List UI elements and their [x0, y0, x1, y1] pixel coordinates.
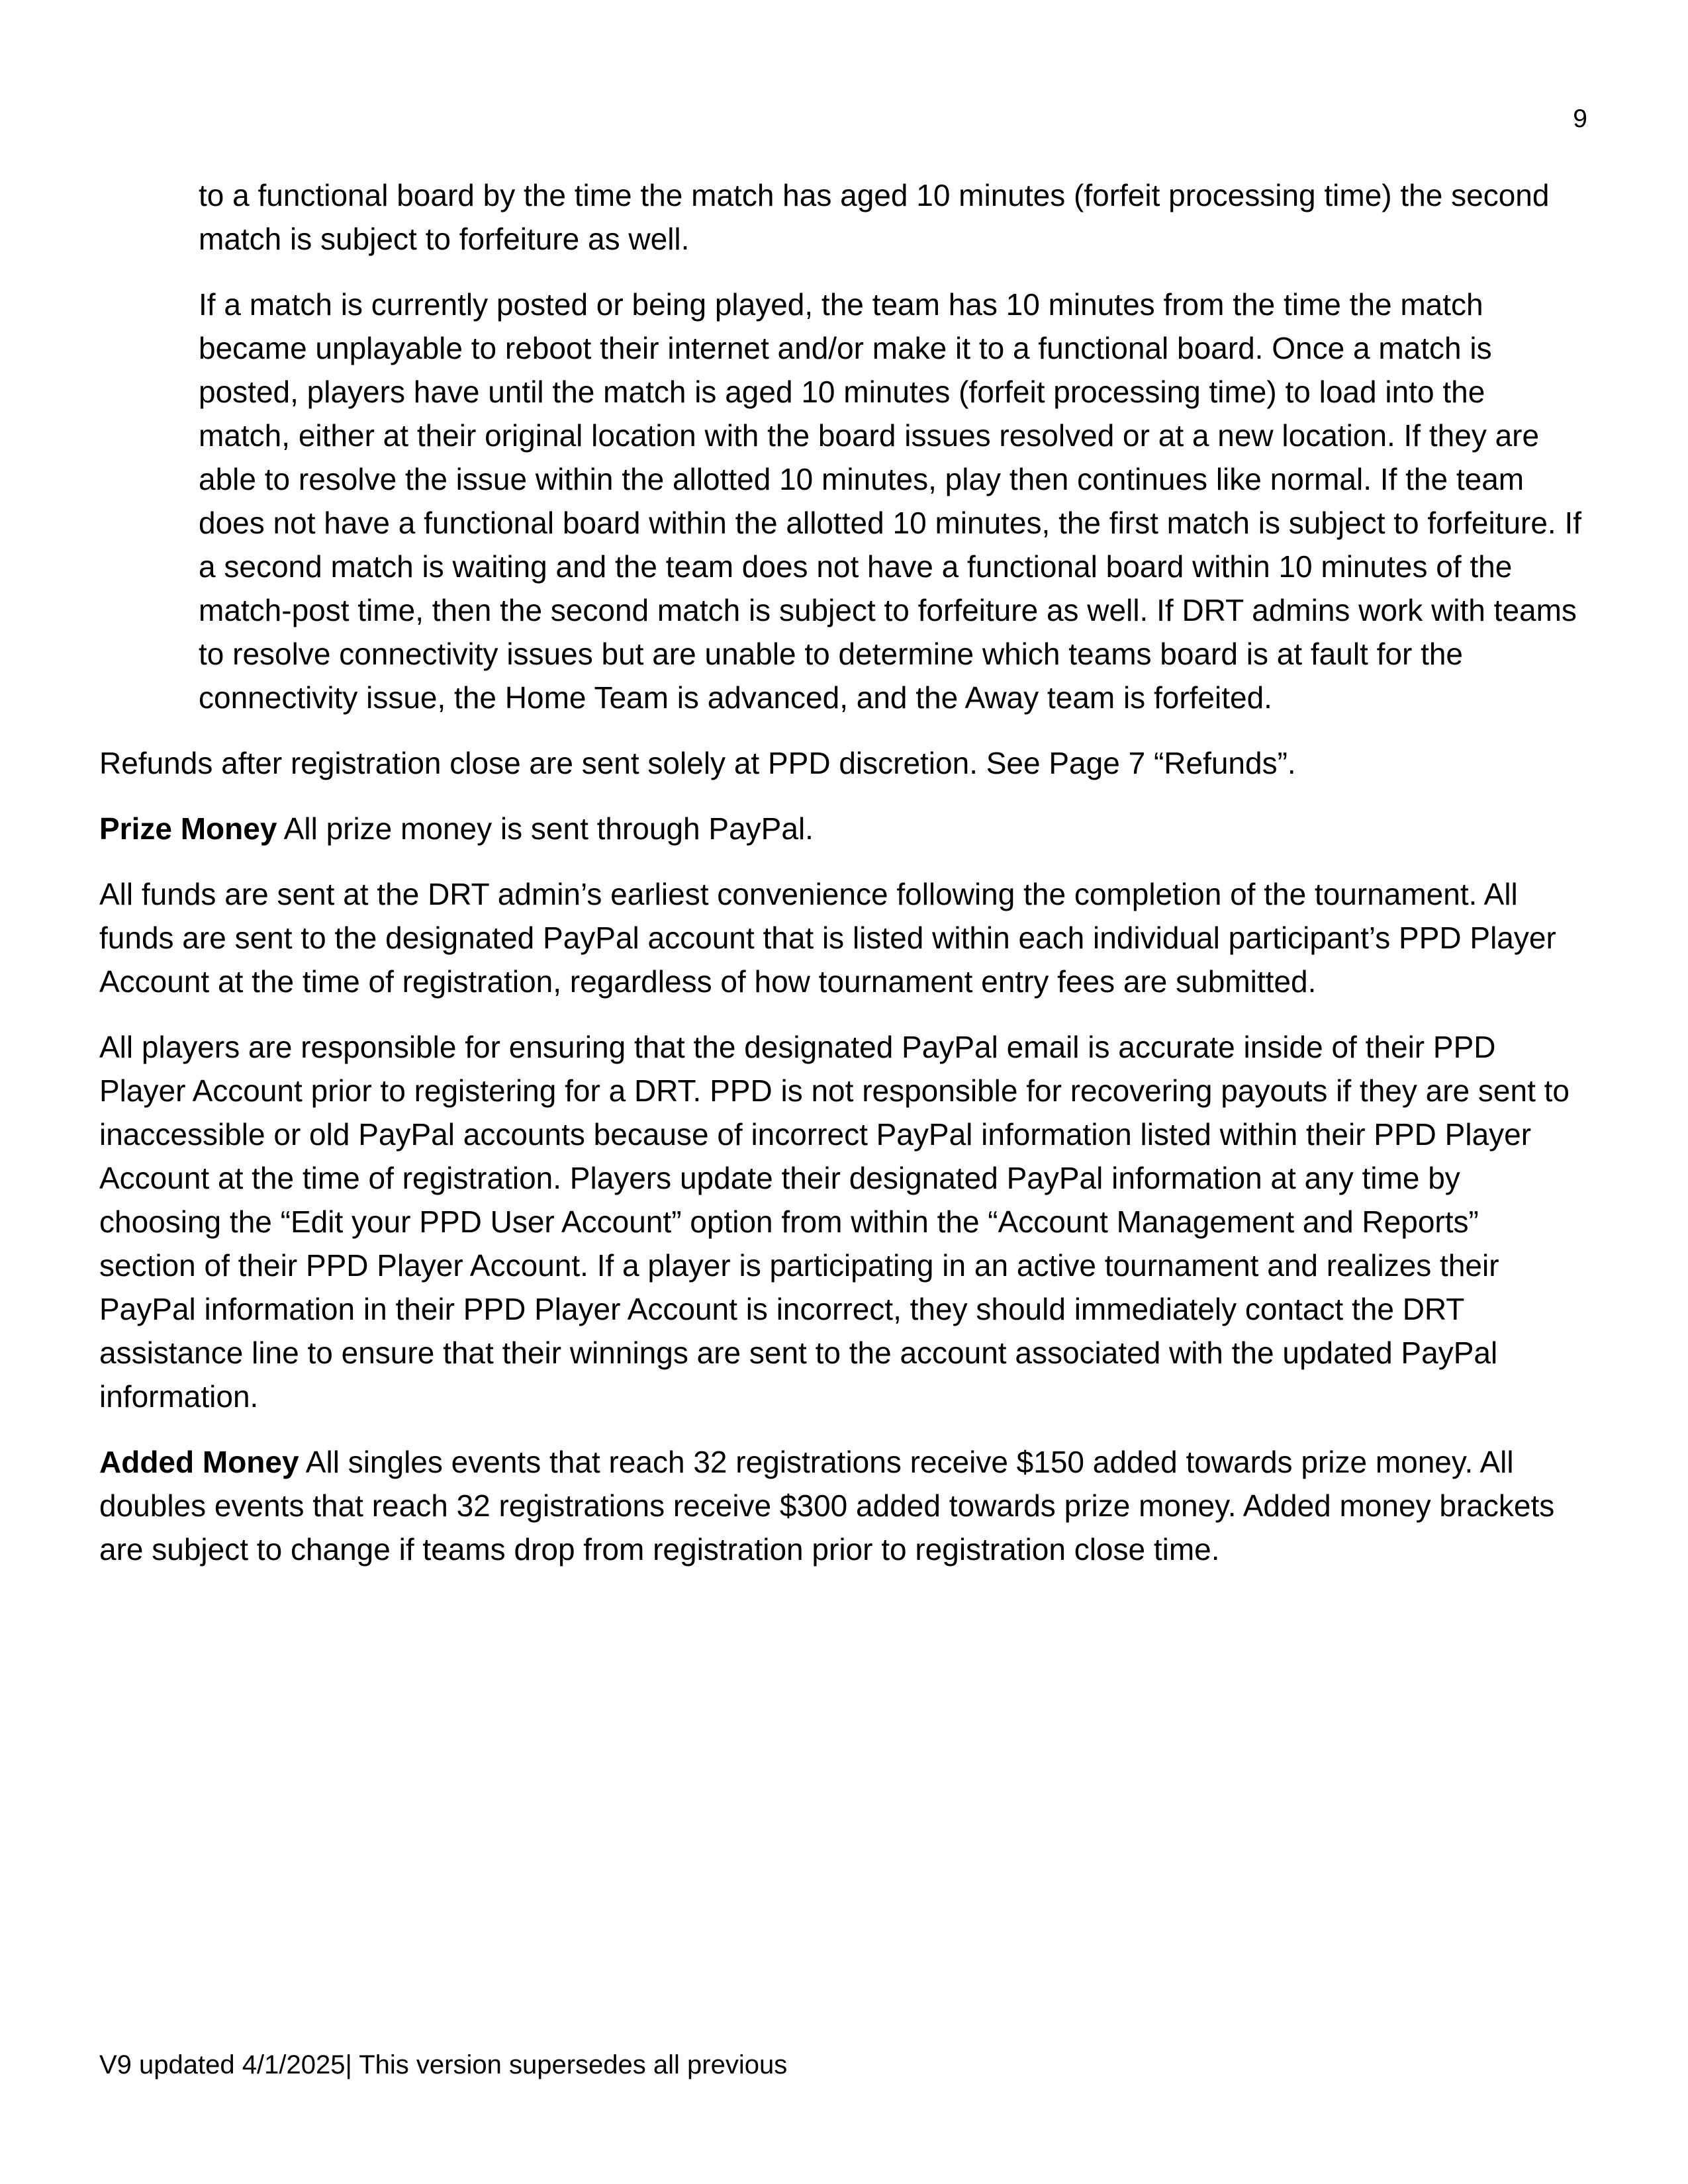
document-body	[99, 173, 1582, 1593]
added-money-text: All singles events that reach 32 registrations receive $150 added towards prize money. All doubles events that reach 32 registrations receive $300 added towards prize money. Added money brackets are subject to change if teams drop from registration prior to registration close time.	[99, 1445, 1555, 1567]
refunds-paragraph: Refunds after registration close are sent solely at PPD discretion. See Page 7 “Refunds”.	[99, 746, 1296, 780]
page-number: 9	[1573, 105, 1587, 133]
connectivity-rules-paragraph: If a match is currently posted or being played, the team has 10 minutes from the time the match became unplayable to reboot their internet and/or make it to a functional board. Once a match is posted, players have until the match is aged 10 minutes (forfeit processing time) to load into the match, either at their original location with the board issues resolved or at a new location. If they are able to resolve the issue within the allotted 10 minutes, play then continues like normal. If the team does not have a functional board within the allotted 10 minutes, the first match is subject to forfeiture. If a second match is waiting and the team does not have a functional board within 10 minutes of the match-post time, then the second match is subject to forfeiture as well. If DRT admins work with teams to resolve connectivity issues but are unable to determine which teams board is at fault for the connectivity issue, the Home Team is advanced, and the Away team is forfeited.	[199, 287, 1582, 715]
added-money-paragraph	[99, 1440, 1582, 1571]
prize-money-text: All prize money is sent through PayPal.	[277, 811, 814, 846]
connectivity-continuation-paragraph: to a functional board by the time the match has aged 10 minutes (forfeit processing time) the second match is subject to forfeiture as well.	[199, 178, 1550, 256]
version-footer: V9 updated 4/1/2025| This version supersedes all previous	[99, 2050, 788, 2079]
prize-money-paragraph	[99, 807, 1582, 850]
prize-money-heading: Prize Money	[99, 811, 277, 846]
funds-paragraph: All funds are sent at the DRT admin’s earliest convenience following the completion of the tournament. All funds are sent to the designated PayPal account that is listed within each individual participant’s PPD Player Account at the time of registration, regardless of how tournament entry fees are submitted.	[99, 877, 1556, 999]
added-money-heading: Added Money	[99, 1445, 299, 1479]
paypal-responsibility-paragraph: All players are responsible for ensuring that the designated PayPal email is accurate inside of their PPD Player Account prior to registering for a DRT. PPD is not responsible for recovering payouts if they are sent to inaccessible or old PayPal accounts because of incorrect PayPal information listed within their PPD Player Account at the time of registration. Players update their designated PayPal information at any time by choosing the “Edit your PPD User Account” option from within the “Account Management and Reports” section of their PPD Player Account. If a player is participating in an active tournament and realizes their PayPal information in their PPD Player Account is incorrect, they should immediately contact the DRT assistance line to ensure that their winnings are sent to the account associated with the updated PayPal information.	[99, 1030, 1570, 1414]
